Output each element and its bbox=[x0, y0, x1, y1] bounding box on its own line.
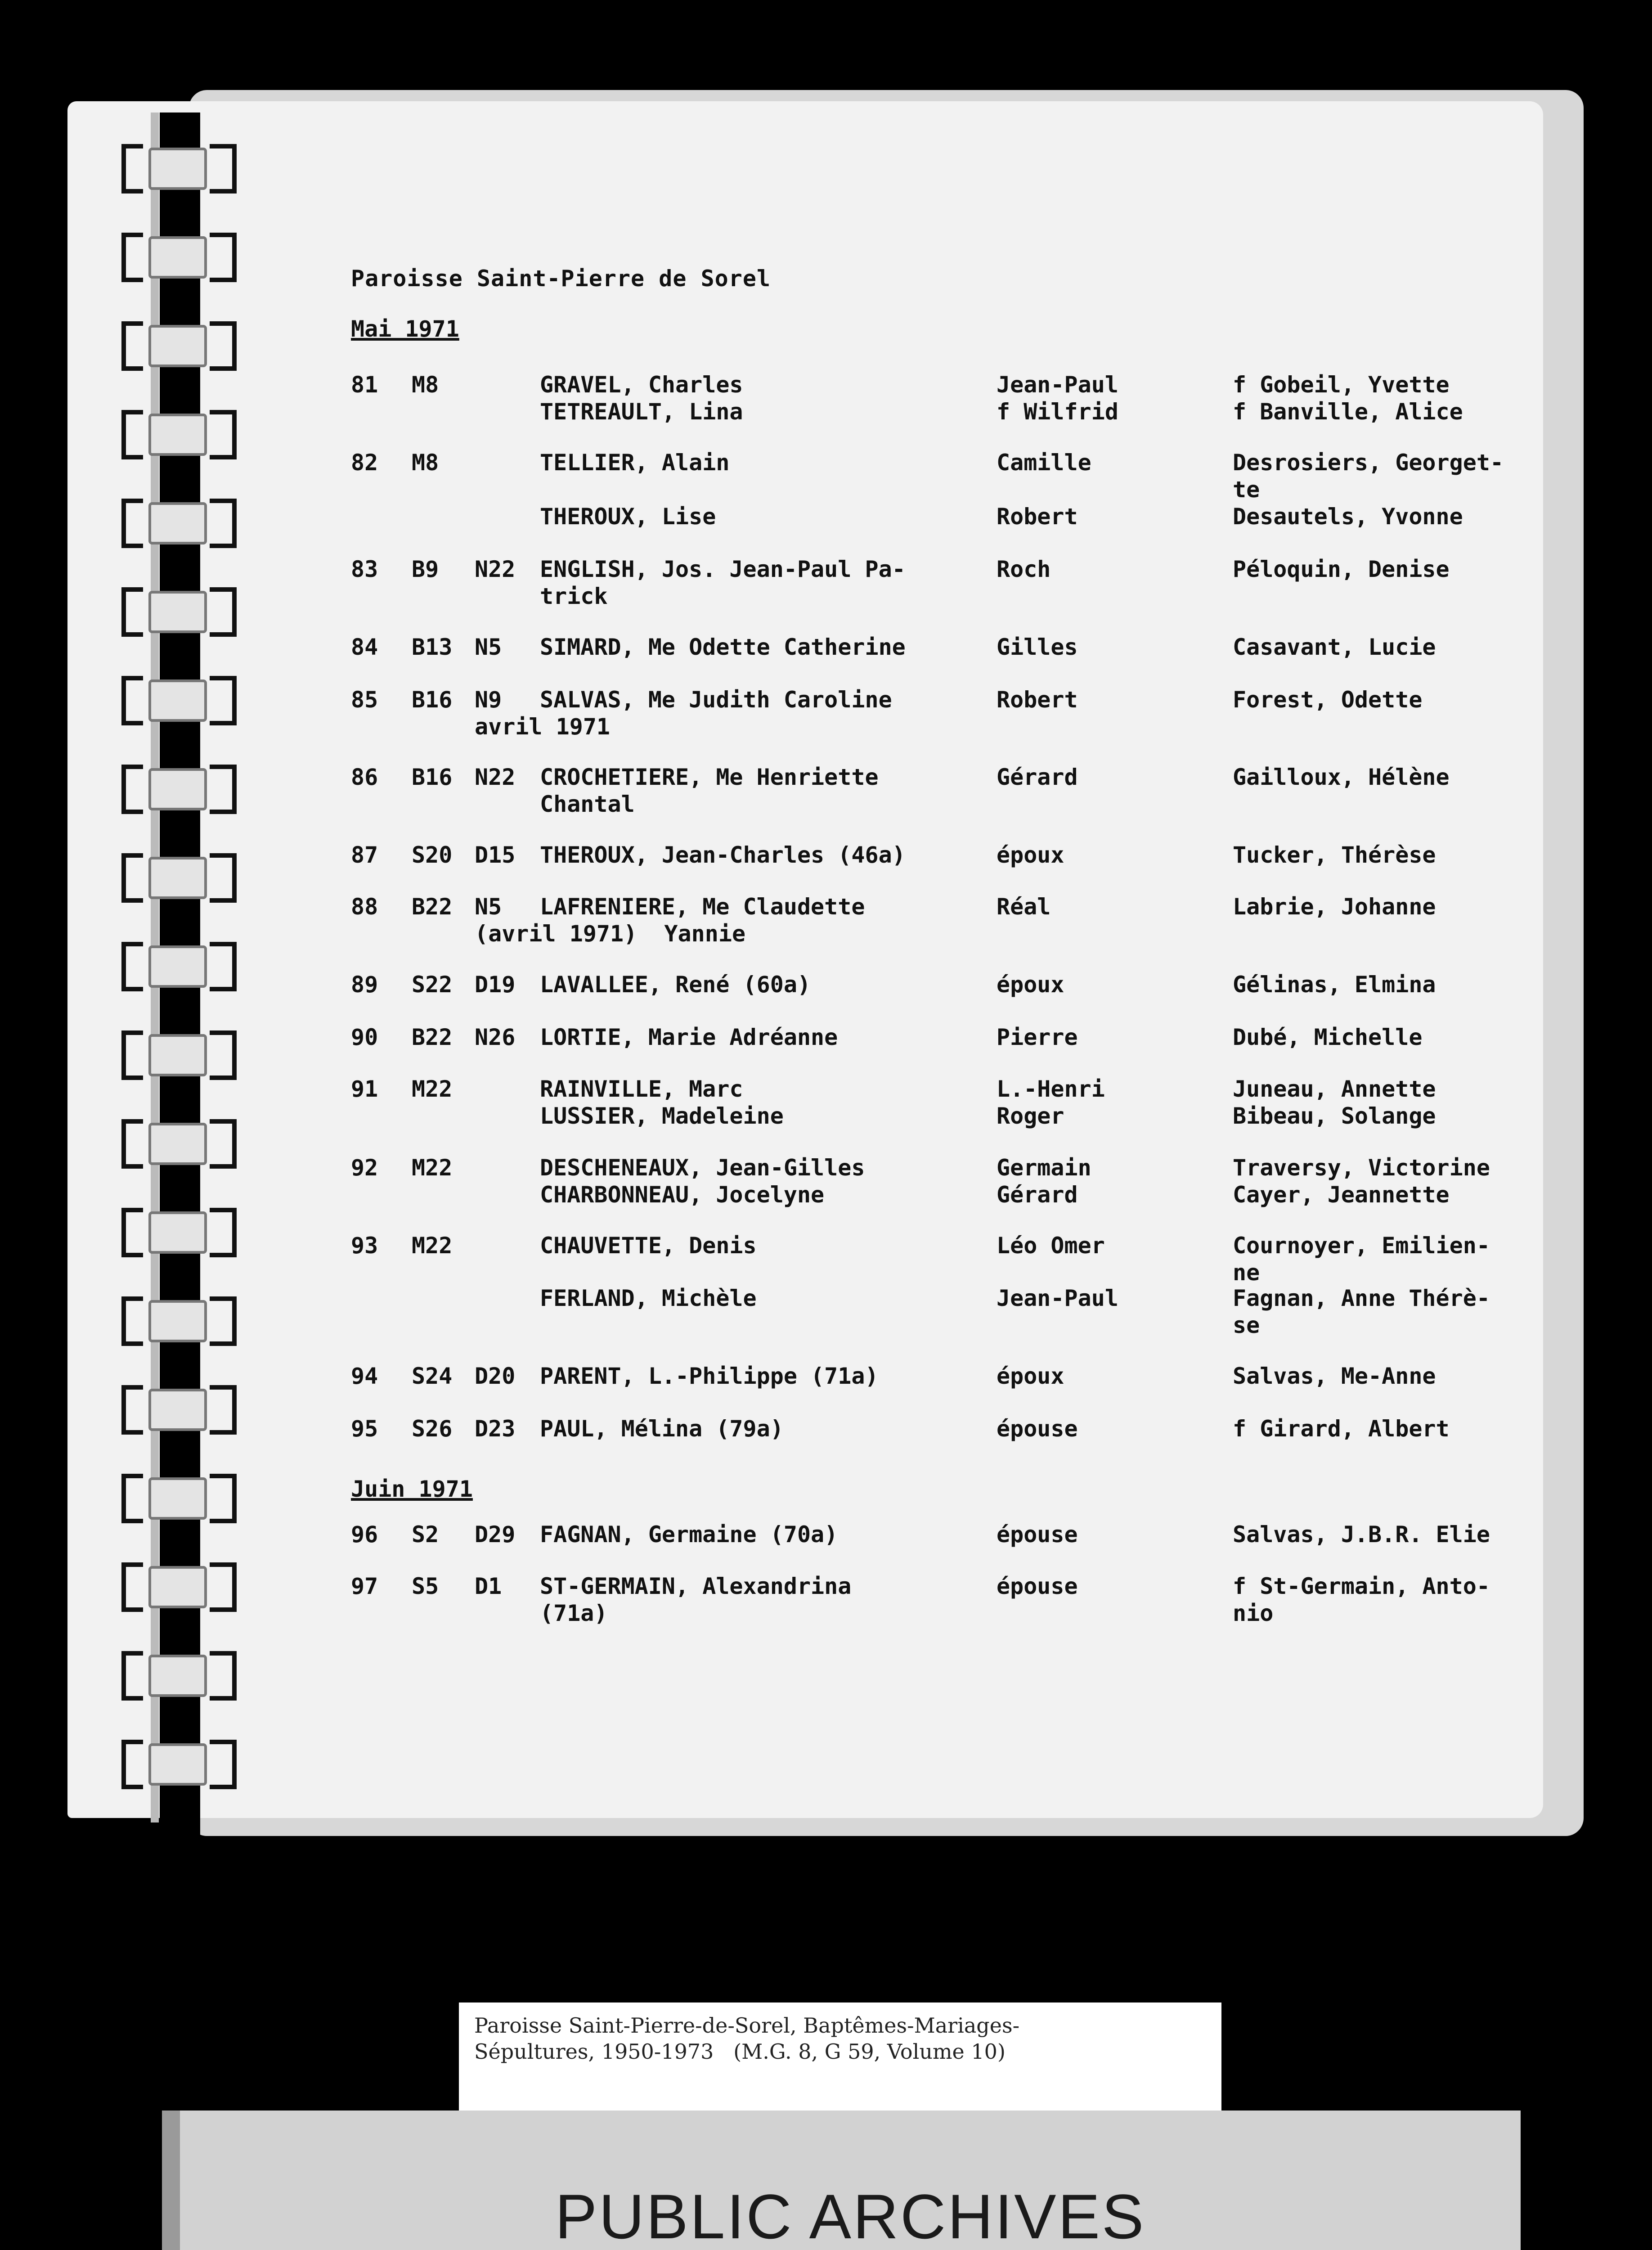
reference-label bbox=[459, 2002, 1221, 2115]
entry-code: M22 bbox=[412, 1233, 453, 1259]
entry-number: 85 bbox=[351, 687, 378, 713]
entry-name: GRAVEL, Charles TETREAULT, Lina bbox=[540, 372, 743, 425]
entry-mother: f Gobeil, Yvette f Banville, Alice bbox=[1233, 372, 1463, 425]
entry-code: S2 bbox=[412, 1521, 439, 1548]
entry-name: PARENT, L.-Philippe (71a) bbox=[540, 1363, 879, 1389]
entry-code-2: D19 bbox=[475, 972, 516, 998]
entry-name: SALVAS, Me Judith Caroline bbox=[540, 687, 892, 713]
entry-code: S26 bbox=[412, 1416, 453, 1442]
entry-code: B13 bbox=[412, 634, 453, 660]
entry-number: 90 bbox=[351, 1024, 378, 1050]
entry-code-2: D1 bbox=[475, 1573, 502, 1599]
entry-mother: f St-Germain, Anto- nio bbox=[1233, 1573, 1490, 1626]
entry-father: Camille bbox=[997, 450, 1091, 476]
entry-father: L.-Henri Roger bbox=[997, 1076, 1105, 1129]
entry-father: Germain Gérard bbox=[997, 1155, 1091, 1208]
entry-code-2: D23 bbox=[475, 1416, 516, 1442]
entry-name: ENGLISH, Jos. Jean-Paul Pa- trick bbox=[540, 556, 906, 609]
entry-name: FAGNAN, Germaine (70a) bbox=[540, 1521, 838, 1548]
entry-number: 97 bbox=[351, 1573, 378, 1599]
entry-code: B22 bbox=[412, 1024, 453, 1050]
entry-code: S20 bbox=[412, 842, 453, 868]
entry-father: époux bbox=[997, 842, 1064, 868]
binding-ring bbox=[121, 1296, 238, 1346]
entry-mother: Desautels, Yvonne bbox=[1233, 504, 1463, 530]
binding-ring bbox=[121, 1119, 238, 1169]
entry-code-2: N9 bbox=[475, 687, 502, 713]
entry-code: M22 bbox=[412, 1155, 453, 1181]
binding-ring bbox=[121, 853, 238, 903]
entry-name: DESCHENEAUX, Jean-Gilles CHARBONNEAU, Jocelyne bbox=[540, 1155, 865, 1208]
entry-mother: Gailloux, Hélène bbox=[1233, 764, 1450, 790]
entry-code: B16 bbox=[412, 687, 453, 713]
entry-mother: Labrie, Johanne bbox=[1233, 894, 1436, 920]
binding-ring bbox=[121, 587, 238, 637]
entry-father: Gérard bbox=[997, 764, 1078, 790]
binding-ring bbox=[121, 144, 238, 194]
entry-mother: Cournoyer, Emilien- ne bbox=[1233, 1233, 1490, 1286]
entry-number: 89 bbox=[351, 972, 378, 998]
binding-ring bbox=[121, 1385, 238, 1435]
binding-ring bbox=[121, 321, 238, 371]
entry-number: 84 bbox=[351, 634, 378, 660]
entry-code: M8 bbox=[412, 372, 439, 398]
entry-code: S24 bbox=[412, 1363, 453, 1389]
entry-code-2: D15 bbox=[475, 842, 516, 868]
entry-number: 94 bbox=[351, 1363, 378, 1389]
entry-number: 88 bbox=[351, 894, 378, 920]
entry-father: Robert bbox=[997, 687, 1078, 713]
entry-code-2: N5 bbox=[475, 894, 502, 920]
entry-father: épouse bbox=[997, 1573, 1078, 1599]
entry-code-2: D29 bbox=[475, 1521, 516, 1548]
entry-mother: Traversy, Victorine Cayer, Jeannette bbox=[1233, 1155, 1490, 1208]
reference-label-line: Paroisse Saint-Pierre-de-Sorel, Baptêmes-Mariages- bbox=[474, 2013, 1020, 2038]
entry-name: FERLAND, Michèle bbox=[540, 1285, 757, 1311]
entry-father: Gilles bbox=[997, 634, 1078, 660]
entry-code: M8 bbox=[412, 450, 439, 476]
binding-ring bbox=[121, 1030, 238, 1080]
binding-ring bbox=[121, 765, 238, 814]
entry-code-2: N22 bbox=[475, 764, 516, 790]
binding-ring bbox=[121, 1562, 238, 1612]
month-heading: Juin 1971 bbox=[351, 1476, 473, 1502]
month-heading: Mai 1971 bbox=[351, 316, 459, 342]
entry-number: 87 bbox=[351, 842, 378, 868]
document-page bbox=[67, 101, 1543, 1818]
entry-mother: f Girard, Albert bbox=[1233, 1416, 1450, 1442]
archives-title-en: PUBLIC ARCHIVES bbox=[555, 2181, 1146, 2250]
entry-name: LAFRENIERE, Me Claudette bbox=[540, 894, 865, 920]
entry-name: LAVALLEE, René (60a) bbox=[540, 972, 811, 998]
entry-mother: Dubé, Michelle bbox=[1233, 1024, 1423, 1050]
entry-mother: Desrosiers, Georget- te bbox=[1233, 450, 1504, 503]
entry-number: 83 bbox=[351, 556, 378, 582]
spiral-binding bbox=[121, 144, 247, 1845]
entry-date-note: (avril 1971) Yannie bbox=[475, 921, 746, 947]
entry-code: S5 bbox=[412, 1573, 439, 1599]
entry-code: S22 bbox=[412, 972, 453, 998]
entry-number: 96 bbox=[351, 1521, 378, 1548]
entry-father: Léo Omer bbox=[997, 1233, 1105, 1259]
entry-date-note: avril 1971 bbox=[475, 714, 611, 740]
entry-name: RAINVILLE, Marc LUSSIER, Madeleine bbox=[540, 1076, 784, 1129]
entry-code: M22 bbox=[412, 1076, 453, 1102]
entry-mother: Fagnan, Anne Thérè- se bbox=[1233, 1285, 1490, 1338]
binding-ring bbox=[121, 942, 238, 991]
entry-mother: Forest, Odette bbox=[1233, 687, 1423, 713]
binding-ring bbox=[121, 233, 238, 282]
entry-number: 82 bbox=[351, 450, 378, 476]
entry-number: 86 bbox=[351, 764, 378, 790]
entry-mother: Casavant, Lucie bbox=[1233, 634, 1436, 660]
binding-ring bbox=[121, 1474, 238, 1523]
entry-name: SIMARD, Me Odette Catherine bbox=[540, 634, 906, 660]
entry-code: B9 bbox=[412, 556, 439, 582]
entry-number: 81 bbox=[351, 372, 378, 398]
binding-ring bbox=[121, 676, 238, 725]
entry-code-2: N22 bbox=[475, 556, 516, 582]
entry-name: ST-GERMAIN, Alexandrina (71a) bbox=[540, 1573, 852, 1626]
binding-ring bbox=[121, 499, 238, 548]
entry-father: épouse bbox=[997, 1416, 1078, 1442]
entry-father: Roch bbox=[997, 556, 1051, 582]
entry-mother: Salvas, Me-Anne bbox=[1233, 1363, 1436, 1389]
entry-father: Jean-Paul bbox=[997, 1285, 1118, 1311]
entry-father: Robert bbox=[997, 504, 1078, 530]
entry-father: Jean-Paul f Wilfrid bbox=[997, 372, 1118, 425]
entry-name: PAUL, Mélina (79a) bbox=[540, 1416, 784, 1442]
entry-mother: Salvas, J.B.R. Elie bbox=[1233, 1521, 1490, 1548]
binding-ring bbox=[121, 1651, 238, 1701]
entry-code-2: N26 bbox=[475, 1024, 516, 1050]
entry-code-2: D20 bbox=[475, 1363, 516, 1389]
entry-number: 91 bbox=[351, 1076, 378, 1102]
binding-ring bbox=[121, 410, 238, 459]
reference-label-line: Sépultures, 1950-1973 (M.G. 8, G 59, Volume 10) bbox=[474, 2039, 1006, 2064]
archives-banner bbox=[162, 2110, 1521, 2250]
entry-mother: Juneau, Annette Bibeau, Solange bbox=[1233, 1076, 1436, 1129]
entry-code: B16 bbox=[412, 764, 453, 790]
entry-mother: Péloquin, Denise bbox=[1233, 556, 1450, 582]
parish-header: Paroisse Saint-Pierre de Sorel bbox=[351, 266, 771, 292]
entry-code: B22 bbox=[412, 894, 453, 920]
entry-name: CHAUVETTE, Denis bbox=[540, 1233, 757, 1259]
entry-father: épouse bbox=[997, 1521, 1078, 1548]
entry-father: époux bbox=[997, 1363, 1064, 1389]
entry-father: époux bbox=[997, 972, 1064, 998]
entry-name: THEROUX, Jean-Charles (46a) bbox=[540, 842, 906, 868]
entry-father: Pierre bbox=[997, 1024, 1078, 1050]
entry-name: THEROUX, Lise bbox=[540, 504, 716, 530]
entry-code-2: N5 bbox=[475, 634, 502, 660]
entry-name: LORTIE, Marie Adréanne bbox=[540, 1024, 838, 1050]
entry-number: 92 bbox=[351, 1155, 378, 1181]
binding-ring bbox=[121, 1208, 238, 1257]
entry-number: 93 bbox=[351, 1233, 378, 1259]
entry-father: Réal bbox=[997, 894, 1051, 920]
binding-ring bbox=[121, 1740, 238, 1789]
entry-number: 95 bbox=[351, 1416, 378, 1442]
entry-mother: Gélinas, Elmina bbox=[1233, 972, 1436, 998]
entry-mother: Tucker, Thérèse bbox=[1233, 842, 1436, 868]
entry-name: TELLIER, Alain bbox=[540, 450, 730, 476]
entry-name: CROCHETIERE, Me Henriette Chantal bbox=[540, 764, 879, 817]
